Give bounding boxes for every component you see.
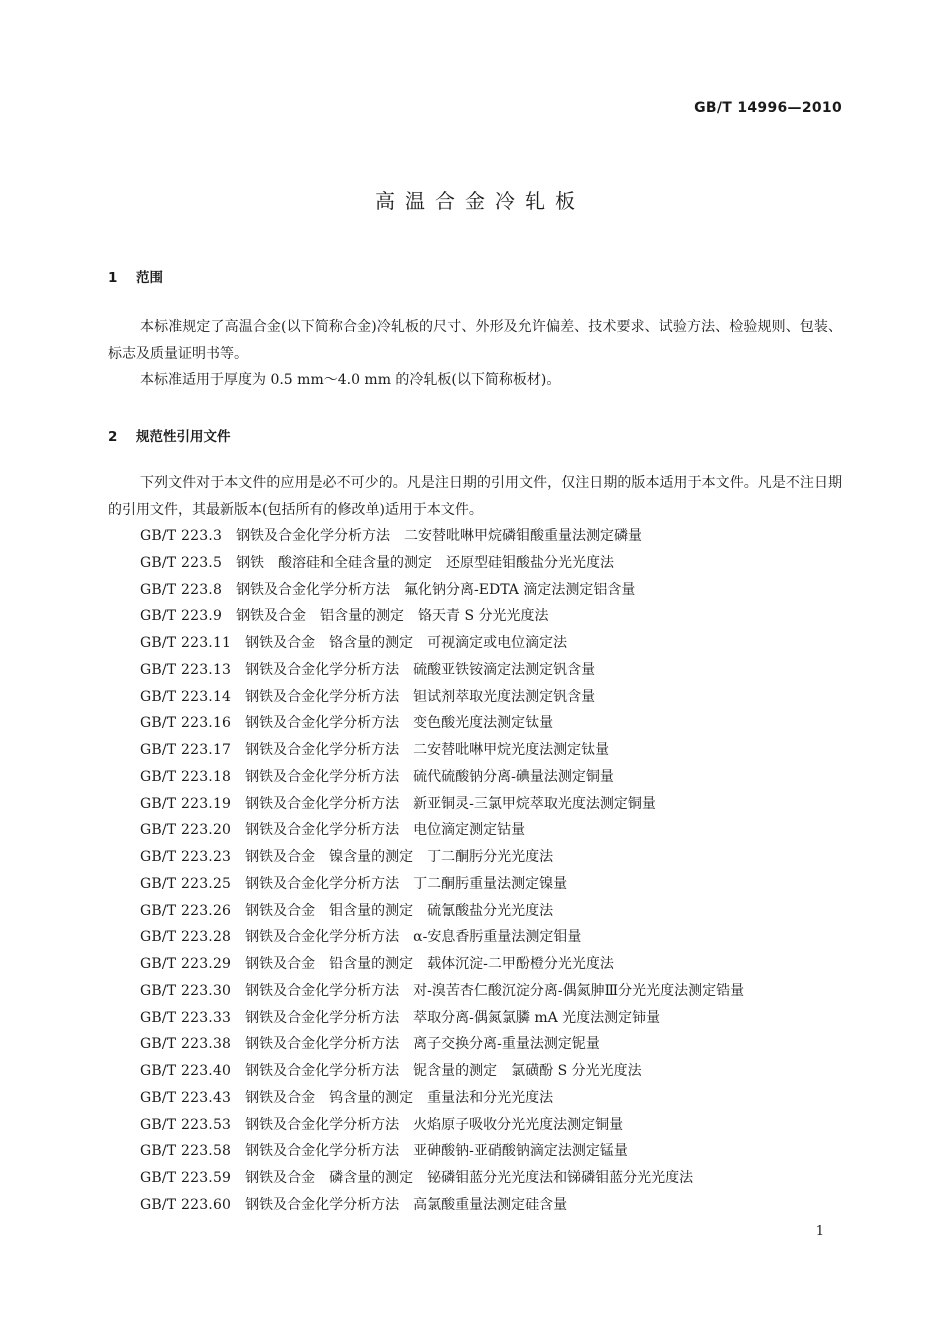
reference-code: GB/T 223.43 (140, 1089, 232, 1106)
reference-item (140, 844, 744, 871)
reference-code: GB/T 223.20 (140, 822, 232, 839)
reference-item (140, 1085, 744, 1112)
reference-title: 钢铁及合金化学分析方法 新亚铜灵-三氯甲烷萃取光度法测定铜量 (245, 795, 656, 812)
reference-item (140, 764, 744, 791)
reference-item (140, 817, 744, 844)
reference-title: 钢铁及合金 铬含量的测定 可视滴定或电位滴定法 (245, 635, 568, 651)
reference-code: GB/T 223.33 (140, 1009, 232, 1026)
reference-code: GB/T 223.8 (140, 581, 223, 598)
reference-title: 钢铁及合金化学分析方法 钽试剂萃取光度法测定钒含量 (245, 688, 596, 705)
reference-title: 钢铁及合金化学分析方法 萃取分离-偶氮氯膦 mA 光度法测定铈量 (245, 1009, 661, 1026)
reference-item (140, 924, 744, 951)
reference-title: 钢铁 酸溶硅和全硅含量的测定 还原型硅钼酸盐分光光度法 (236, 554, 615, 571)
reference-item (140, 1031, 744, 1058)
reference-code: GB/T 223.60 (140, 1196, 232, 1213)
reference-title: 钢铁及合金 铅含量的测定 载体沉淀-二甲酚橙分光光度法 (245, 956, 614, 972)
reference-title: 钢铁及合金化学分析方法 对-溴苦杏仁酸沉淀分离-偶氮胂Ⅲ分光光度法测定锆量 (245, 982, 745, 999)
reference-code: GB/T 223.18 (140, 768, 232, 785)
reference-code: GB/T 223.58 (140, 1143, 232, 1160)
reference-code: GB/T 223.30 (140, 982, 232, 999)
reference-title: 钢铁及合金化学分析方法 火焰原子吸收分光光度法测定铜量 (245, 1116, 624, 1133)
reference-title: 钢铁及合金 磷含量的测定 铋磷钼蓝分光光度法和锑磷钼蓝分光光度法 (245, 1170, 694, 1186)
reference-title: 钢铁及合金 铝含量的测定 铬天青 S 分光光度法 (236, 608, 549, 625)
section-number: 1 (108, 270, 118, 286)
reference-item (140, 1112, 744, 1139)
reference-title: 钢铁及合金化学分析方法 变色酸光度法测定钛量 (245, 715, 554, 732)
paragraph: 本标准适用于厚度为 0.5 mm～4.0 mm 的冷轧板(以下简称板材)。 (140, 372, 561, 388)
reference-item (140, 978, 744, 1005)
reference-code: GB/T 223.3 (140, 528, 223, 544)
reference-item (140, 523, 744, 550)
reference-item (140, 1192, 744, 1219)
reference-code: GB/T 223.53 (140, 1116, 232, 1133)
reference-title: 钢铁及合金化学分析方法 氟化钠分离-EDTA 滴定法测定铝含量 (236, 581, 636, 598)
paragraph: 本标准规定了高温合金(以下简称合金)冷轧板的尺寸、外形及允许偏差、技术要求、试验方法、检验规则、包装、标志及质量证明书等。 (108, 319, 842, 362)
reference-title: 钢铁及合金化学分析方法 硫代硫酸钠分离-碘量法测定铜量 (245, 768, 614, 785)
reference-code: GB/T 223.26 (140, 902, 232, 919)
reference-code: GB/T 223.16 (140, 715, 232, 732)
reference-title: 钢铁及合金化学分析方法 二安替吡啉甲烷光度法测定钛量 (245, 742, 610, 758)
reference-code: GB/T 223.19 (140, 795, 232, 812)
reference-item (140, 684, 744, 711)
reference-code: GB/T 223.28 (140, 929, 232, 946)
reference-code: GB/T 223.14 (140, 688, 232, 705)
reference-item (140, 951, 744, 978)
reference-title: 钢铁及合金化学分析方法 高氯酸重量法测定硅含量 (245, 1196, 568, 1213)
reference-code: GB/T 223.29 (140, 956, 232, 972)
reference-code: GB/T 223.38 (140, 1036, 232, 1053)
reference-code: GB/T 223.9 (140, 608, 223, 625)
section-heading-scope (108, 266, 163, 286)
reference-item (140, 791, 744, 818)
reference-code: GB/T 223.11 (140, 635, 232, 651)
reference-item (140, 1138, 744, 1165)
reference-code: GB/T 223.13 (140, 661, 232, 678)
reference-item (140, 1005, 744, 1032)
reference-title: 钢铁及合金化学分析方法 亚砷酸钠-亚硝酸钠滴定法测定锰量 (245, 1143, 628, 1160)
section-heading-normative-references (108, 425, 231, 445)
section-number: 2 (108, 429, 118, 445)
reference-title: 钢铁及合金化学分析方法 二安替吡啉甲烷磷钼酸重量法测定磷量 (236, 528, 643, 544)
reference-item (140, 737, 744, 764)
reference-item (140, 1058, 744, 1085)
standard-code: GB/T 14996—2010 (694, 100, 842, 116)
reference-item (140, 630, 744, 657)
reference-list (140, 523, 744, 1219)
reference-title: 钢铁及合金 钨含量的测定 重量法和分光光度法 (245, 1089, 554, 1106)
reference-title: 钢铁及合金 镍含量的测定 丁二酮肟分光光度法 (245, 849, 554, 865)
reference-item (140, 550, 744, 577)
reference-item (140, 577, 744, 604)
reference-title: 钢铁及合金化学分析方法 α-安息香肟重量法测定钼量 (245, 929, 582, 946)
section-title: 规范性引用文件 (136, 429, 231, 445)
reference-code: GB/T 223.40 (140, 1063, 232, 1079)
reference-item (140, 1165, 744, 1192)
reference-item (140, 657, 744, 684)
reference-item (140, 710, 744, 737)
reference-code: GB/T 223.25 (140, 875, 232, 892)
reference-item (140, 871, 744, 898)
reference-title: 钢铁及合金化学分析方法 离子交换分离-重量法测定铌量 (245, 1036, 600, 1053)
reference-title: 钢铁及合金化学分析方法 丁二酮肟重量法测定镍量 (245, 875, 568, 892)
section-title: 范围 (136, 270, 163, 286)
reference-code: GB/T 223.17 (140, 742, 232, 758)
reference-title: 钢铁及合金 钼含量的测定 硫氰酸盐分光光度法 (245, 902, 554, 919)
paragraph: 下列文件对于本文件的应用是必不可少的。凡是注日期的引用文件，仅注日期的版本适用于本文件。凡是不注日期的引用文件，其最新版本(包括所有的修改单)适用于本文件。 (108, 475, 842, 518)
reference-title: 钢铁及合金化学分析方法 铌含量的测定 氯磺酚 S 分光光度法 (245, 1063, 642, 1079)
page-number: 1 (815, 1224, 824, 1239)
reference-code: GB/T 223.59 (140, 1170, 232, 1186)
reference-item (140, 898, 744, 925)
reference-code: GB/T 223.23 (140, 849, 232, 865)
reference-title: 钢铁及合金化学分析方法 电位滴定测定钴量 (245, 822, 526, 839)
document-title: 高温合金冷轧板 (375, 189, 585, 213)
reference-code: GB/T 223.5 (140, 554, 223, 571)
reference-title: 钢铁及合金化学分析方法 硫酸亚铁铵滴定法测定钒含量 (245, 661, 596, 678)
reference-item (140, 603, 744, 630)
